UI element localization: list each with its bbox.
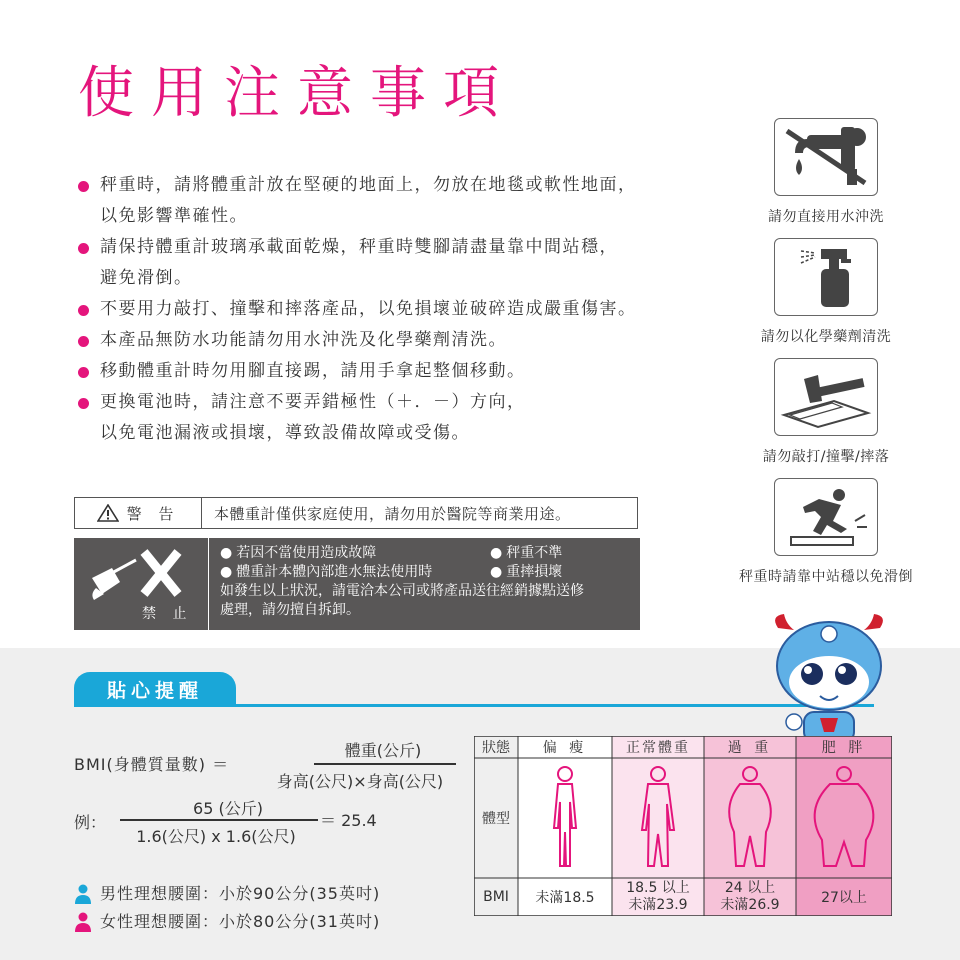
list-item: 不要用力敲打、撞擊和摔落產品，以免損壞並破碎造成嚴重傷害。	[76, 294, 716, 325]
icon-caption: 請勿直接用水沖洗	[768, 209, 884, 225]
hammer-icon	[774, 358, 878, 436]
prohibit-icon-area	[74, 538, 209, 630]
table-header-cell: 過 重	[727, 740, 773, 756]
list-item: 移動體重計時勿用腳直接踢，請用手拿起整個移動。	[76, 356, 716, 387]
table-header-cell: 狀態	[482, 740, 510, 756]
example-result: ＝ 25.4	[320, 811, 377, 830]
prohibit-note: 處理，請勿擅自拆卸。	[220, 602, 360, 618]
table-header-cell: 肥 胖	[821, 740, 867, 756]
table-header-cell: 偏 瘦	[542, 740, 588, 756]
bmi-label: BMI(身體質量數) ＝	[74, 755, 230, 774]
prohibit-item: ● 秤重不準	[490, 544, 562, 563]
male-icon	[74, 884, 92, 904]
notice-list	[76, 170, 716, 449]
table-row-label: 體型	[482, 811, 510, 827]
prohibit-panel	[74, 538, 640, 630]
fraction-line	[120, 819, 318, 821]
icon-item-chemical	[716, 238, 936, 346]
page-title: 使用注意事項	[78, 61, 516, 126]
table-header-cell: 正常體重	[626, 740, 690, 756]
tip-heading: 貼心提醒	[74, 672, 236, 706]
icon-item-water	[716, 118, 936, 226]
prohibit-note: 如發生以上狀況，請電洽本公司或將產品送往經銷據點送修	[220, 583, 584, 599]
prohibit-text	[220, 544, 630, 620]
prohibit-item: ● 體重計本體內部進水無法使用時	[220, 563, 490, 582]
example-denominator: 1.6(公尺) x 1.6(公尺)	[136, 827, 296, 846]
table-cell: 未滿18.5	[535, 890, 595, 906]
waist-male: 男性理想腰圍：小於90公分(35英吋)	[74, 880, 380, 908]
table-row-label: BMI	[483, 889, 509, 905]
prohibit-item: ● 若因不當使用造成故障	[220, 544, 490, 563]
icon-item-hammer	[716, 358, 936, 466]
icon-caption: 請勿敲打/撞擊/摔落	[762, 449, 890, 465]
warning-text: 本體重計僅供家庭使用，請勿用於醫院等商業用途。	[214, 504, 571, 523]
warning-box	[74, 497, 638, 529]
example-label: 例：	[74, 813, 107, 832]
divider	[74, 704, 874, 707]
female-icon	[74, 912, 92, 932]
bmi-table	[474, 736, 892, 916]
list-item: 請保持體重計玻璃承載面乾燥，秤重時雙腳請盡量靠中間站穩， 避免滑倒。	[76, 232, 716, 294]
fraction-line	[314, 763, 456, 765]
example-numerator: 65 (公斤)	[193, 799, 263, 818]
spray-bottle-icon	[774, 238, 878, 316]
bmi-denominator: 身高(公尺)×身高(公尺)	[276, 772, 444, 791]
waist-info	[74, 880, 380, 936]
list-item: 本產品無防水功能請勿用水沖洗及化學藥劑清洗。	[76, 325, 716, 356]
warning-triangle-icon	[97, 504, 119, 522]
list-item: 秤重時，請將體重計放在堅硬的地面上，勿放在地毯或軟性地面， 以免影響準確性。	[76, 170, 716, 232]
faucet-icon	[774, 118, 878, 196]
icon-caption: 秤重時請靠中站穩以免滑倒	[739, 569, 913, 585]
icon-item-slip	[716, 478, 936, 586]
table-cell: 27以上	[821, 890, 867, 906]
table-cell: 24 以上 未滿26.9	[720, 880, 780, 913]
warning-label: 警 告	[75, 498, 202, 528]
mascot-image	[764, 612, 894, 742]
icon-caption: 請勿以化學藥劑清洗	[760, 329, 892, 345]
list-item: 更換電池時，請注意不要弄錯極性（＋．－）方向， 以免電池漏液或損壞，導致設備故障或受傷。	[76, 387, 716, 449]
table-cell: 18.5 以上 未滿23.9	[626, 880, 690, 913]
prohibit-label: 禁 止	[142, 606, 193, 622]
bmi-numerator: 體重(公斤)	[344, 741, 422, 760]
slipping-person-icon	[774, 478, 878, 556]
waist-female: 女性理想腰圍：小於80公分(31英吋)	[74, 908, 380, 936]
prohibit-item: ● 重摔損壞	[490, 563, 562, 582]
